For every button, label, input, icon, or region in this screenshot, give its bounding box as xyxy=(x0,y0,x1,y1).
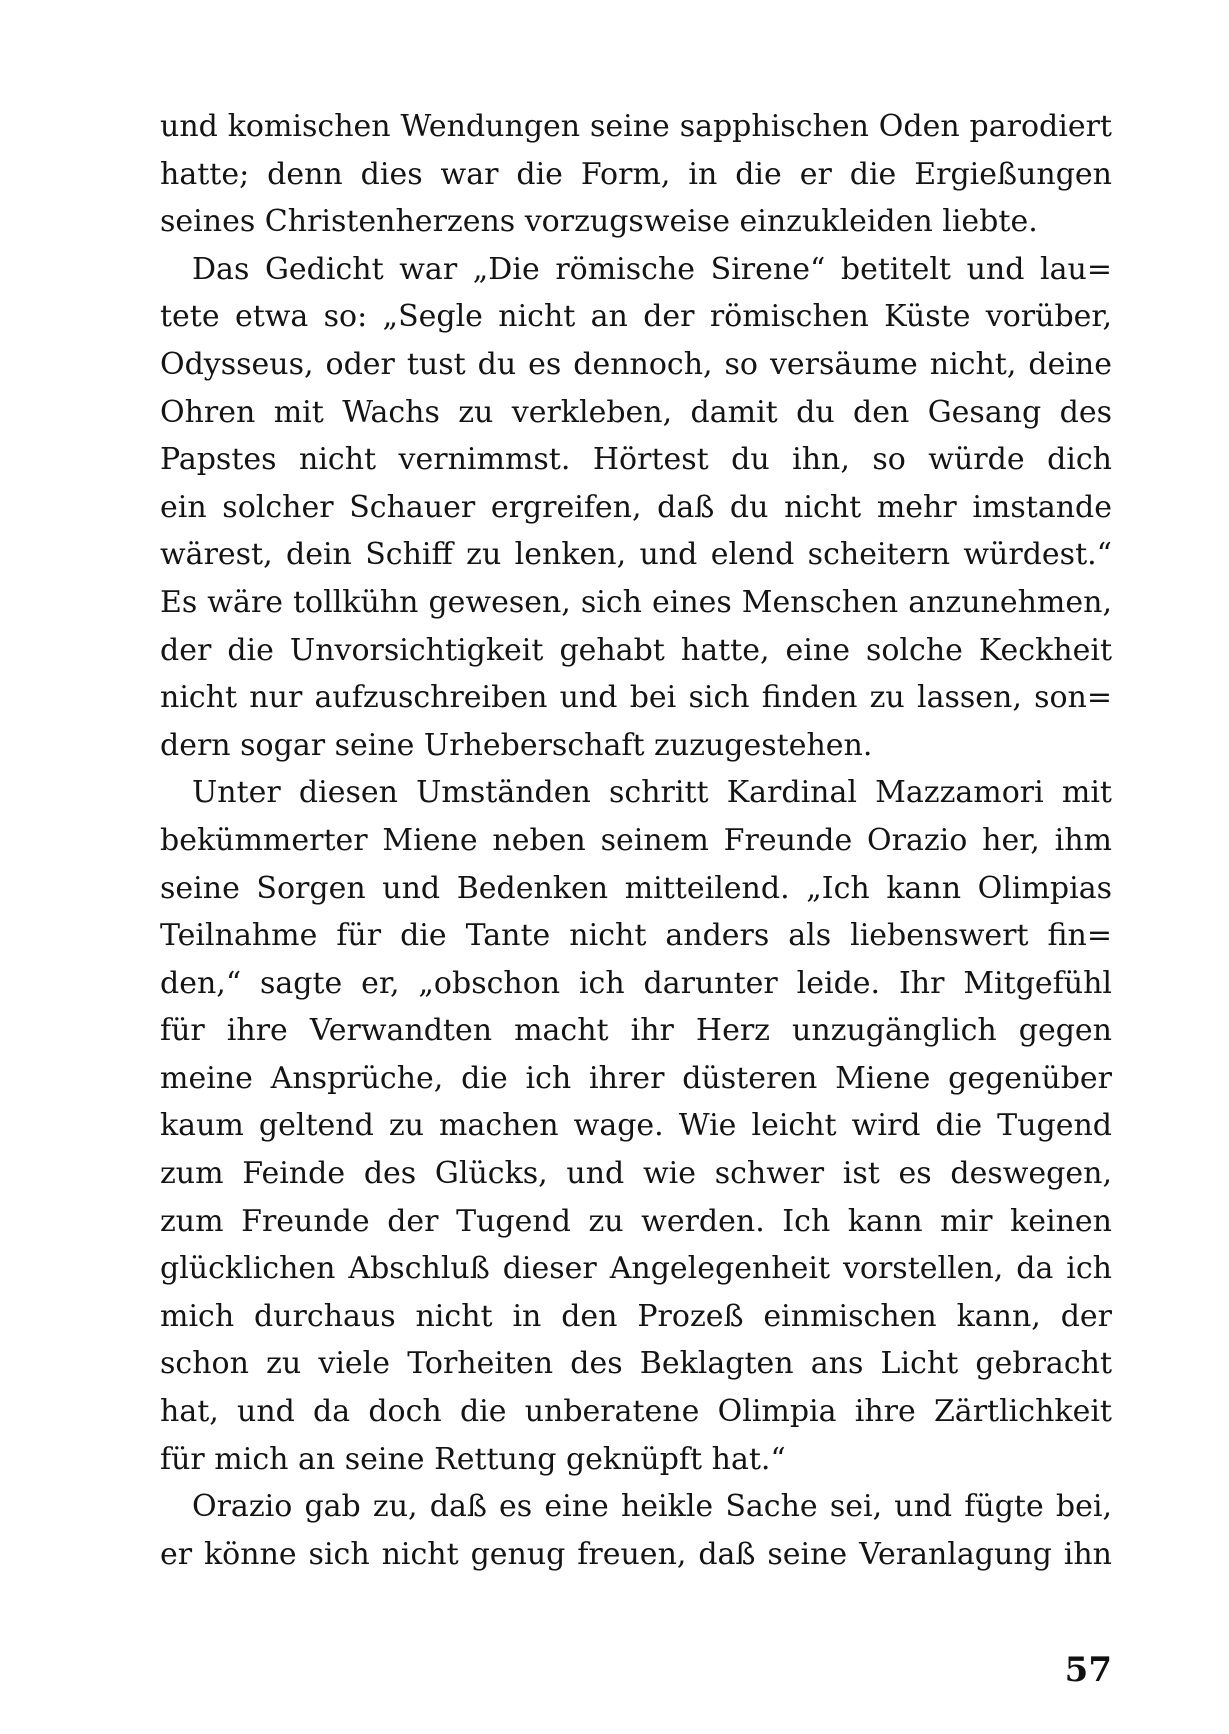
text-line: glücklichen Abschluß dieser Angelegenheit vorstellen, da ich xyxy=(160,1251,1112,1287)
text-line: für mich an seine Rettung geknüpft hat.“ xyxy=(160,1441,786,1477)
text-line: meine Ansprüche, die ich ihrer düsteren Miene gegenüber xyxy=(160,1060,1112,1096)
text-line: der die Unvorsichtigkeit gehabt hatte, eine solche Keckheit xyxy=(160,632,1112,668)
page-number: 57 xyxy=(1064,1650,1112,1690)
text-line: seine Sorgen und Bedenken mitteilend. „Ich kann Olimpias xyxy=(160,870,1112,906)
text-line: zum Feinde des Glücks, und wie schwer ist es deswegen, xyxy=(160,1156,1112,1192)
text-line: mich durchaus nicht in den Prozeß einmischen kann, der xyxy=(160,1298,1112,1334)
text-line: kaum geltend zu machen wage. Wie leicht wird die Tugend xyxy=(160,1108,1112,1144)
text-line: Odysseus, oder tust du es dennoch, so versäume nicht, deine xyxy=(160,346,1112,382)
text-line: seines Christenherzens vorzugsweise einzukleiden liebte. xyxy=(160,204,1038,240)
text-line: und komischen Wendungen seine sapphischen Oden parodiert xyxy=(160,109,1112,144)
body-text xyxy=(160,103,1112,1578)
text-line: den,“ sagte er, „obschon ich darunter leide. Ihr Mitgefühl xyxy=(160,965,1112,1001)
text-line: Unter diesen Umständen schritt Kardinal Mazzamori mit xyxy=(192,775,1112,811)
text-line: dern sogar seine Urheberschaft zuzugestehen. xyxy=(160,727,873,763)
text-line: Teilnahme für die Tante nicht anders als liebenswert fin= xyxy=(160,918,1112,954)
text-line: bekümmerter Miene neben seinem Freunde Orazio her, ihm xyxy=(160,822,1112,858)
text-line: ein solcher Schauer ergreifen, daß du nicht mehr imstande xyxy=(160,489,1112,525)
text-line: hat, und da doch die unberatene Olimpia ihre Zärtlichkeit xyxy=(160,1394,1112,1430)
text-line: Ohren mit Wachs zu verkleben, damit du den Gesang des xyxy=(160,394,1112,430)
text-line: Orazio gab zu, daß es eine heikle Sache sei, und fügte bei, xyxy=(192,1489,1112,1525)
text-line: tete etwa so: „Segle nicht an der römischen Küste vorüber, xyxy=(160,299,1112,335)
text-line: Papstes nicht vernimmst. Hörtest du ihn, so würde dich xyxy=(160,442,1112,478)
text-line: Das Gedicht war „Die römische Sirene“ betitelt und lau= xyxy=(192,251,1112,287)
text-line: für ihre Verwandten macht ihr Herz unzugänglich gegen xyxy=(160,1013,1112,1049)
text-line: schon zu viele Torheiten des Beklagten ans Licht gebracht xyxy=(160,1346,1112,1382)
text-line: Es wäre tollkühn gewesen, sich eines Menschen anzunehmen, xyxy=(160,584,1112,620)
text-line: zum Freunde der Tugend zu werden. Ich kann mir keinen xyxy=(160,1203,1112,1239)
text-line: nicht nur aufzuschreiben und bei sich finden zu lassen, son= xyxy=(160,680,1112,716)
text-line: wärest, dein Schiff zu lenken, und elend scheitern würdest.“ xyxy=(160,537,1112,573)
text-line: hatte; denn dies war die Form, in die er die Ergießungen xyxy=(160,156,1112,192)
text-line: er könne sich nicht genug freuen, daß seine Veranlagung ihn xyxy=(160,1536,1112,1572)
